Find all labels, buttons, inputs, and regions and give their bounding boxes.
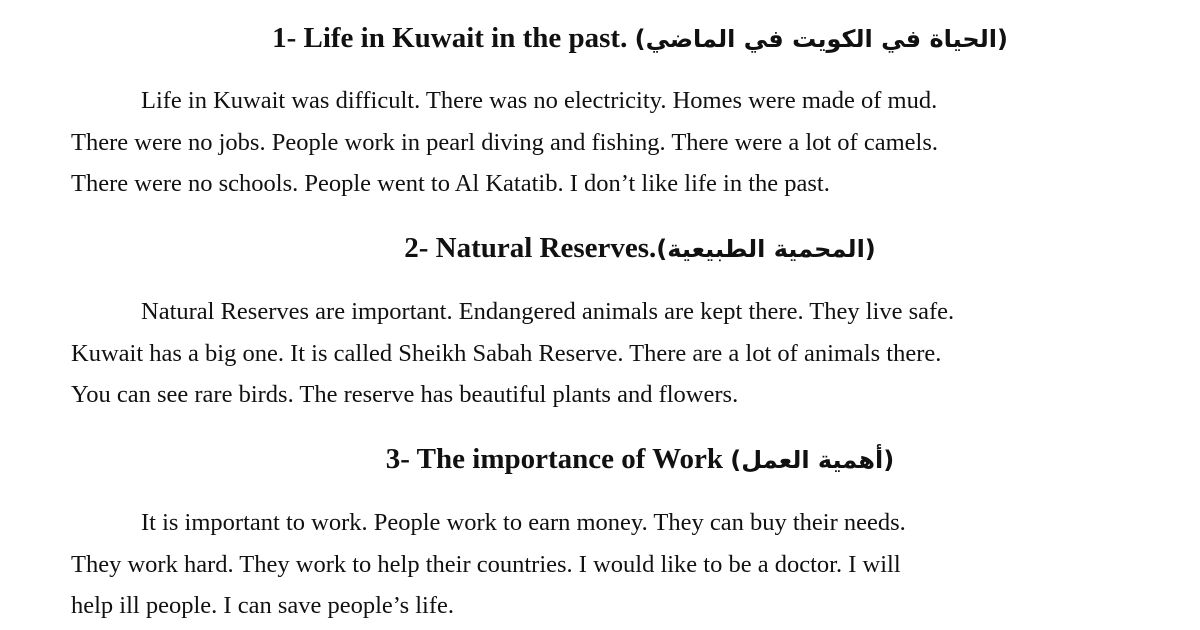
paragraph-line: help ill people. I can save people’s life. (71, 592, 455, 619)
section-3-heading-en: 3- The importance of Work (385, 443, 724, 475)
paragraph-line: There were no jobs. People work in pearl diving and fishing. There were a lot of camels. (71, 128, 938, 156)
paragraph-line: Kuwait has a big one. It is called Sheikh Sabah Reserve. There are a lot of animals there. (71, 339, 942, 367)
paragraph-line: There were no schools. People went to Al Katatib. I don’t like life in the past. (71, 170, 830, 197)
section-3-paragraph (71, 502, 1111, 627)
paragraph-line: You can see rare birds. The reserve has beautiful plants and flowers. (71, 381, 739, 408)
section-3-heading (0, 441, 1200, 478)
paragraph-line: Natural Reserves are important. Endangered animals are kept there. They live safe. (141, 298, 955, 325)
section-2-heading-ar: (المحمية الطبيعية) (656, 235, 876, 263)
section-3-heading-ar: (أهمية العمل) (730, 446, 895, 474)
section-1-heading-ar: (الحياة في الكويت في الماضي) (634, 25, 1008, 53)
section-2-paragraph (71, 291, 1111, 416)
paragraph-line: They work hard. They work to help their countries. I would like to be a doctor. I will (71, 550, 901, 578)
section-1-heading-en: 1- Life in Kuwait in the past. (272, 22, 628, 54)
paragraph-line: Life in Kuwait was difficult. There was no electricity. Homes were made of mud. (141, 87, 938, 114)
section-2-heading (0, 230, 1200, 267)
section-1-paragraph (71, 80, 1111, 205)
section-1-heading (0, 20, 1200, 57)
section-2-heading-en: 2- Natural Reserves. (404, 232, 657, 264)
paragraph-line: It is important to work. People work to earn money. They can buy their needs. (141, 509, 906, 536)
